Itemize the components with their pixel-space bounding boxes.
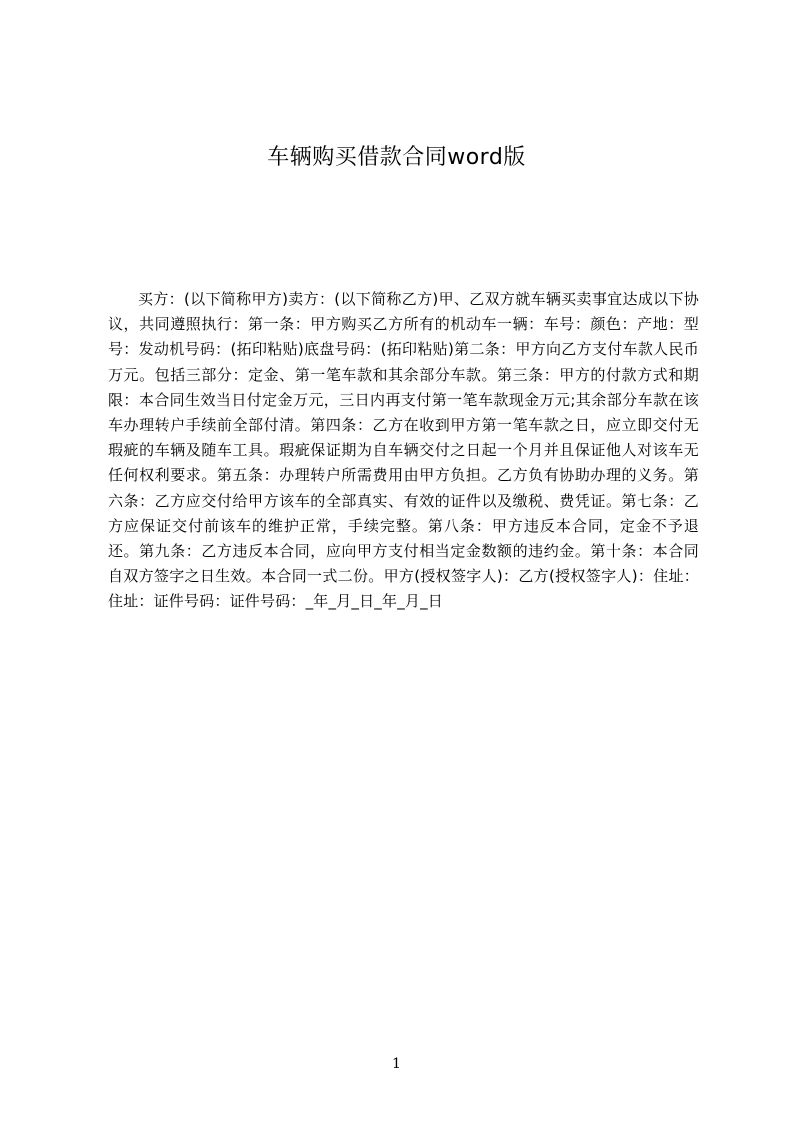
document-title: 车辆购买借款合同word版: [267, 145, 526, 170]
contract-body-text: 买方：(以下简称甲方)卖方：(以下简称乙方)甲、乙双方就车辆买卖事宜达成以下协议，共同遵照执行：第一条：甲方购买乙方所有的机动车一辆：车号：颜色：产地：型号：发动机号码：(拓印粘贴)底盘号码：(拓印粘贴)第二条：甲方向乙方支付车款人民币万元。包括三部分：定金、第一笔车款和其余部分车款。第三条：甲方的付款方式和期限：本合同生效当日付定金万元，三日内再支付第一笔车款现金万元;其余部分车款在该车办理转户手续前全部付清。第四条：乙方在收到甲方第一笔车款之日，应立即交付无瑕疵的车辆及随车工具。瑕疵保证期为自车辆交付之日起一个月并且保证他人对该车无任何权利要求。第五条：办理转户所需费用由甲方负担。乙方负有协助办理的义务。第六条：乙方应交付给甲方该车的全部真实、有效的证件以及缴税、费凭证。第七条：乙方应保证交付前该车的维护正常，手续完整。第八条：甲方违反本合同，定金不予退还。第九条：乙方违反本合同，应向甲方支付相当定金数额的违约金。第十条：本合同自双方签字之日生效。本合同一式二份。甲方(授权签字人)：乙方(授权签字人)：住址：住址：证件号码：证件号码：_年_月_日_年_月_日: [108, 290, 699, 611]
page-number: 1: [392, 1056, 401, 1072]
